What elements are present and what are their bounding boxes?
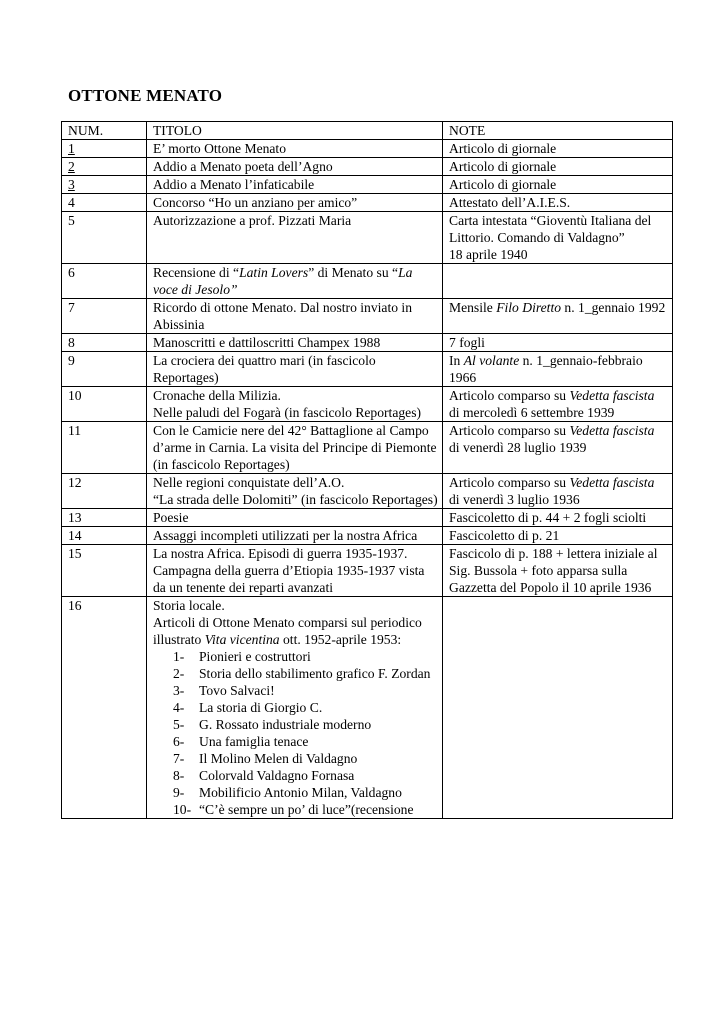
list-item <box>173 682 438 699</box>
table-body <box>62 140 673 819</box>
text-run: Articolo di giornale <box>449 159 557 174</box>
text-run: Addio a Menato poeta dell’Agno <box>153 159 333 174</box>
row-number: 11 <box>62 422 147 474</box>
list-item-text: Il Molino Melen di Valdagno <box>199 751 358 766</box>
text-run: Storia locale. <box>153 598 225 613</box>
list-item-number: 4- <box>173 700 185 715</box>
text-run: Fascicoletto di p. 44 + 2 fogli sciolti <box>449 510 647 525</box>
row-note <box>443 299 673 334</box>
row-titolo <box>147 194 443 212</box>
row-note <box>443 140 673 158</box>
row-number: 9 <box>62 352 147 387</box>
list-item-text: Una famiglia tenace <box>199 734 309 749</box>
row-titolo <box>147 334 443 352</box>
table-row <box>62 352 673 387</box>
list-item <box>173 767 438 784</box>
text-run: Al volante <box>463 353 520 368</box>
table-row <box>62 334 673 352</box>
table-row <box>62 387 673 422</box>
table-row <box>62 264 673 299</box>
list-item-text: Colorvald Valdagno Fornasa <box>199 768 355 783</box>
text-run: Mensile <box>449 300 497 315</box>
text-run: ” di Menato su “ <box>308 265 399 280</box>
text-run: Addio a Menato l’infaticabile <box>153 177 315 192</box>
text-run: Fascicolo di p. 188 + lettera iniziale al Sig. Bussola + foto apparsa sulla Gazzetta del Popolo il 10 aprile 1936 <box>449 546 658 595</box>
table-row <box>62 509 673 527</box>
row-titolo <box>147 299 443 334</box>
text-run: Vedetta fascista <box>569 388 655 403</box>
text-run: 7 fogli <box>449 335 485 350</box>
list-item-text: Storia dello stabilimento grafico F. Zordan <box>199 666 431 681</box>
text-run: Articolo di giornale <box>449 177 557 192</box>
row-note <box>443 212 673 264</box>
row-number: 2 <box>62 158 147 176</box>
row-number: 4 <box>62 194 147 212</box>
row-note <box>443 158 673 176</box>
text-run: n. 1_gennaio-febbraio 1966 <box>449 353 643 385</box>
page-title: OTTONE MENATO <box>68 86 223 105</box>
list-item-number: 9- <box>173 785 185 800</box>
list-item-number: 1- <box>173 649 185 664</box>
list-item <box>173 648 438 665</box>
text-run: Nelle paludi del Fogarà (in fascicolo Reportages) <box>153 405 422 420</box>
list-item-number: 3- <box>173 683 185 698</box>
text-run: Attestato dell’A.I.E.S. <box>449 195 571 210</box>
row-number: 15 <box>62 545 147 597</box>
row-number: 16 <box>62 597 147 819</box>
row-note <box>443 527 673 545</box>
list-item-text: Mobilificio Antonio Milan, Valdagno <box>199 785 402 800</box>
list-item <box>173 699 438 716</box>
row-titolo <box>147 158 443 176</box>
text-run: Con le Camicie nere del 42° Battaglione al Campo d’arme in Carnia. La visita del Principe di Piemonte (in fascicolo Reportages) <box>153 423 437 472</box>
table-header-row <box>62 122 673 140</box>
text-run: Autorizzazione a prof. Pizzati Maria <box>153 213 352 228</box>
list-item <box>173 801 438 818</box>
text-run: Articolo comparso su <box>449 388 570 403</box>
list-item <box>173 665 438 682</box>
row-note <box>443 264 673 299</box>
table-row <box>62 527 673 545</box>
text-run: Articolo comparso su <box>449 475 570 490</box>
row-titolo <box>147 597 443 819</box>
list-item <box>173 716 438 733</box>
text-run: Articoli di Ottone Menato comparsi sul periodico illustrato <box>153 615 422 647</box>
list-item-text: Pionieri e costruttori <box>199 649 311 664</box>
row-titolo <box>147 264 443 299</box>
header-titolo: TITOLO <box>147 122 443 140</box>
table-row <box>62 597 673 819</box>
text-run: La voce di Jesolo” <box>153 265 413 297</box>
row-titolo <box>147 422 443 474</box>
text-run: n. 1_gennaio 1992 <box>561 300 666 315</box>
row-note <box>443 194 673 212</box>
row-titolo <box>147 140 443 158</box>
text-run: di mercoledì 6 settembre 1939 <box>449 405 615 420</box>
row-number: 10 <box>62 387 147 422</box>
text-run: Vedetta fascista <box>569 475 655 490</box>
text-run: Manoscritti e dattiloscritti Champex 1988 <box>153 335 381 350</box>
table-row <box>62 212 673 264</box>
text-run: Concorso “Ho un anziano per amico” <box>153 195 358 210</box>
text-run: Poesie <box>153 510 189 525</box>
text-run: “La strada delle Dolomiti” (in fascicolo Reportages) <box>153 492 438 507</box>
list-item-number: 5- <box>173 717 185 732</box>
row-titolo <box>147 387 443 422</box>
list-item <box>173 750 438 767</box>
text-run: Recensione di “ <box>153 265 240 280</box>
row-note <box>443 474 673 509</box>
text-run: Assaggi incompleti utilizzati per la nostra Africa <box>153 528 418 543</box>
list-item-number: 2- <box>173 666 185 681</box>
row-number: 14 <box>62 527 147 545</box>
row-note <box>443 545 673 597</box>
row-titolo <box>147 545 443 597</box>
list-item-number: 6- <box>173 734 185 749</box>
table-row <box>62 158 673 176</box>
row-note <box>443 352 673 387</box>
text-run: di venerdì 28 luglio 1939 <box>449 440 587 455</box>
text-run: Fascicoletto di p. 21 <box>449 528 560 543</box>
row-titolo <box>147 527 443 545</box>
text-run: Filo Diretto <box>496 300 562 315</box>
row-number: 12 <box>62 474 147 509</box>
list-item <box>173 784 438 801</box>
text-run: Nelle regioni conquistate dell’A.O. <box>153 475 345 490</box>
list-item-text: G. Rossato industriale moderno <box>199 717 372 732</box>
row-titolo <box>147 474 443 509</box>
row-number: 8 <box>62 334 147 352</box>
archive-table <box>61 121 673 819</box>
text-run: Articolo comparso su <box>449 423 570 438</box>
row-number: 3 <box>62 176 147 194</box>
row-titolo <box>147 509 443 527</box>
table-row <box>62 140 673 158</box>
row-note <box>443 387 673 422</box>
text-run: Vita vicentina <box>204 632 280 647</box>
row-note <box>443 422 673 474</box>
text-run: Articolo di giornale <box>449 141 557 156</box>
text-run: La nostra Africa. Episodi di guerra 1935-1937. Campagna della guerra d’Etiopia 1935-1937 vista da un tenente dei reparti avanzati <box>153 546 425 595</box>
text-run: La crociera dei quattro mari (in fascicolo Reportages) <box>153 353 376 385</box>
row-note <box>443 509 673 527</box>
text-run: Cronache della Milizia. <box>153 388 281 403</box>
row-titolo <box>147 176 443 194</box>
row-titolo <box>147 352 443 387</box>
text-run: Vedetta fascista <box>569 423 655 438</box>
text-run: E’ morto Ottone Menato <box>153 141 287 156</box>
text-run: Latin Lovers <box>239 265 309 280</box>
row-titolo <box>147 212 443 264</box>
text-run: ott. 1952-aprile 1953: <box>279 632 402 647</box>
row-number: 13 <box>62 509 147 527</box>
list-item-number: 7- <box>173 751 185 766</box>
text-run: 18 aprile 1940 <box>449 247 528 262</box>
header-note: NOTE <box>443 122 673 140</box>
row-number: 5 <box>62 212 147 264</box>
table-row <box>62 422 673 474</box>
row-note <box>443 334 673 352</box>
row-note <box>443 597 673 819</box>
table-row <box>62 194 673 212</box>
list-item-text: Tovo Salvaci! <box>199 683 275 698</box>
article-list <box>153 648 438 818</box>
list-item-text: “C’è sempre un po’ di luce”(recensione <box>199 802 414 817</box>
table-row <box>62 299 673 334</box>
list-item <box>173 733 438 750</box>
table-row <box>62 474 673 509</box>
table-row <box>62 176 673 194</box>
header-num: NUM. <box>62 122 147 140</box>
text-run: di venerdì 3 luglio 1936 <box>449 492 580 507</box>
row-number: 7 <box>62 299 147 334</box>
text-run: Carta intestata “Gioventù Italiana del Littorio. Comando di Valdagno” <box>449 213 652 245</box>
list-item-text: La storia di Giorgio C. <box>199 700 323 715</box>
row-number: 1 <box>62 140 147 158</box>
text-run: In <box>449 353 464 368</box>
list-item-number: 8- <box>173 768 185 783</box>
row-note <box>443 176 673 194</box>
table-row <box>62 545 673 597</box>
list-item-number: 10- <box>173 802 192 817</box>
row-number: 6 <box>62 264 147 299</box>
text-run: Ricordo di ottone Menato. Dal nostro inviato in Abissinia <box>153 300 412 332</box>
